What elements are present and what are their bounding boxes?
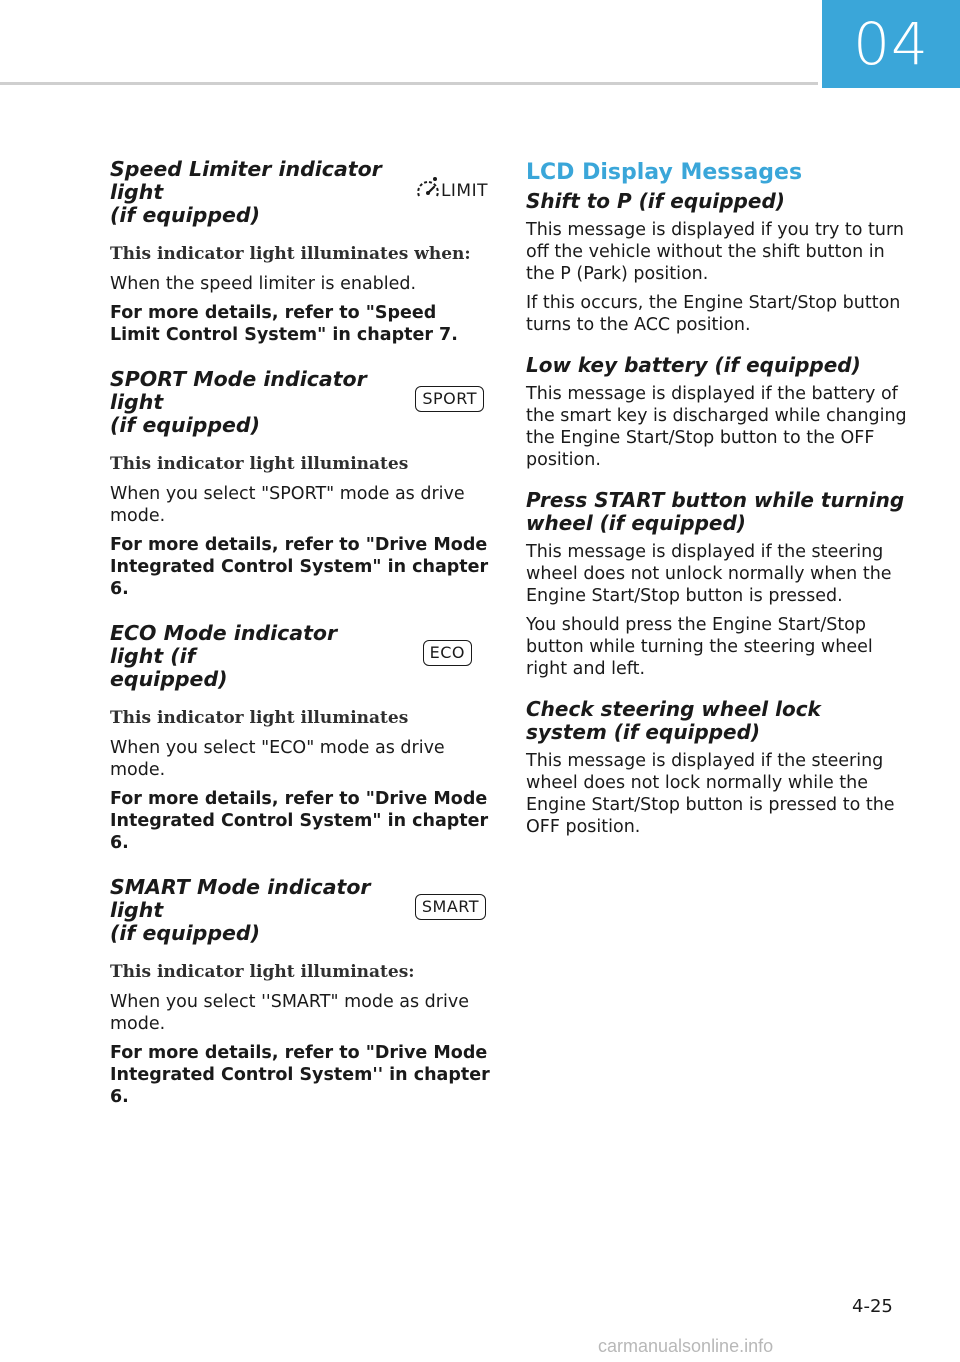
section-title: Speed Limiter indicator light (if equipped) xyxy=(110,157,382,227)
lcd-display-messages-heading: LCD Display Messages xyxy=(526,160,803,185)
body-text: When you select ''SMART" mode as drive mode. xyxy=(110,992,469,1034)
watermark: carmanualsonline.info xyxy=(598,1336,774,1356)
body-text: When the speed limiter is enabled. xyxy=(110,274,417,294)
section-title: ECO Mode indicator light (if equipped) xyxy=(110,621,338,691)
chapter-tab: 04 xyxy=(822,0,960,88)
reference-text: For more details, refer to "Drive Mode Integrated Control System" in chapter 6. xyxy=(110,535,489,599)
message-title: Shift to P (if equipped) xyxy=(526,189,785,213)
message-title: Low key battery (if equipped) xyxy=(526,353,861,377)
section-sport-mode xyxy=(110,368,490,600)
section-eco-mode xyxy=(110,622,490,854)
reference-text: For more details, refer to "Drive Mode Integrated Control System'' in chapter 6. xyxy=(110,1043,490,1107)
section-low-key-battery xyxy=(526,354,908,471)
intro-text: This indicator light illuminates when: xyxy=(110,244,471,264)
smart-indicator-icon: SMART xyxy=(415,894,486,920)
section-check-steering-lock xyxy=(526,698,908,838)
section-heading xyxy=(110,622,490,691)
body-text: You should press the Engine Start/Stop button while turning the steering wheel right and left. xyxy=(526,615,873,679)
section-smart-mode xyxy=(110,876,490,1108)
body-text: This message is displayed if the steering wheel does not unlock normally when the Engine Start/Stop button is pressed. xyxy=(526,542,892,606)
section-heading xyxy=(110,368,490,437)
message-title: Check steering wheel lock system (if equipped) xyxy=(526,697,821,744)
body-text: If this occurs, the Engine Start/Stop button turns to the ACC position. xyxy=(526,293,901,335)
speedometer-icon xyxy=(415,176,441,200)
section-shift-to-p xyxy=(526,190,908,336)
body-text: This message is displayed if you try to turn off the vehicle without the shift button in the P (Park) position. xyxy=(526,220,904,284)
intro-text: This indicator light illuminates xyxy=(110,708,409,728)
intro-text: This indicator light illuminates: xyxy=(110,962,415,982)
section-title: SPORT Mode indicator light (if equipped) xyxy=(110,367,367,437)
message-title: Press START button while turning wheel (if equipped) xyxy=(526,488,905,535)
body-text: When you select "ECO" mode as drive mode. xyxy=(110,738,445,780)
eco-indicator-icon: ECO xyxy=(423,640,472,666)
section-press-start xyxy=(526,489,908,680)
reference-text: For more details, refer to "Speed Limit Control System" in chapter 7. xyxy=(110,303,458,345)
right-column xyxy=(526,158,908,856)
limit-label: LIMIT xyxy=(440,181,488,201)
intro-text: This indicator light illuminates xyxy=(110,454,409,474)
page-number: 4-25 xyxy=(852,1296,893,1317)
speed-limiter-indicator-icon xyxy=(415,176,488,200)
body-text: This message is displayed if the steering wheel does not lock normally while the Engine Start/Stop button is pressed to the OFF position. xyxy=(526,751,895,837)
header-rule xyxy=(0,82,818,85)
section-heading xyxy=(110,158,490,227)
sport-indicator-icon: SPORT xyxy=(415,386,484,412)
reference-text: For more details, refer to "Drive Mode Integrated Control System" in chapter 6. xyxy=(110,789,489,853)
body-text: This message is displayed if the battery of the smart key is discharged while changing the Engine Start/Stop button to the OFF position. xyxy=(526,384,907,470)
section-heading xyxy=(110,876,490,945)
left-column xyxy=(110,158,490,1130)
section-title: SMART Mode indicator light (if equipped) xyxy=(110,875,371,945)
body-text: When you select "SPORT" mode as drive mode. xyxy=(110,484,465,526)
section-speed-limiter xyxy=(110,158,490,346)
